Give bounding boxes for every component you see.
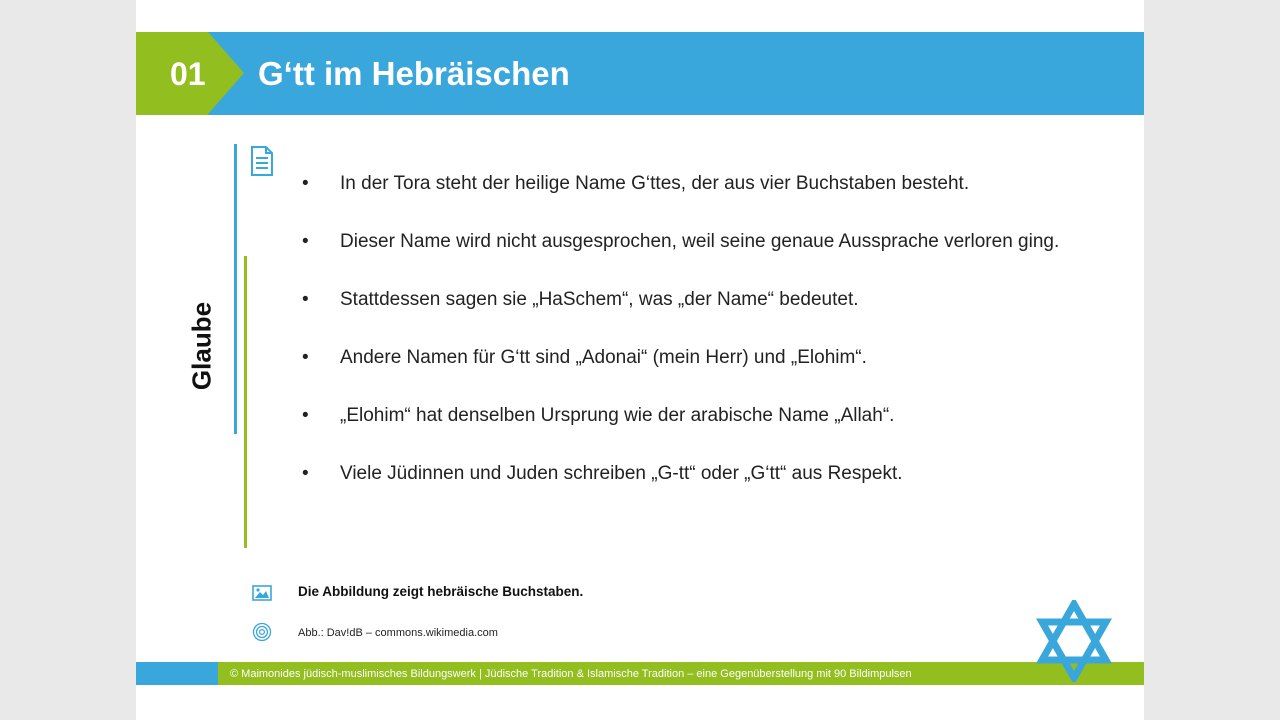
bullet-list bbox=[302, 168, 1092, 516]
bullet-dot: • bbox=[302, 405, 309, 426]
list-item bbox=[302, 284, 1092, 315]
document-icon bbox=[248, 145, 276, 177]
footer-bar-blue bbox=[136, 662, 218, 685]
image-source: Abb.: Dav!dB – commons.wikimedia.com bbox=[298, 627, 498, 639]
bullet-text: In der Tora steht der heilige Name G‘ttes, der aus vier Buchstaben besteht. bbox=[340, 173, 970, 194]
list-item bbox=[302, 400, 1092, 431]
bullet-text: Stattdessen sagen sie „HaSchem“, was „der Name“ bedeutet. bbox=[340, 289, 859, 310]
bullet-text: Andere Namen für G‘tt sind „Adonai“ (mein Herr) und „Elohim“. bbox=[340, 347, 867, 368]
header-arrow bbox=[208, 32, 244, 114]
bullet-text: Dieser Name wird nicht ausgesprochen, weil seine genaue Aussprache verloren ging. bbox=[340, 231, 1060, 252]
page-title: G‘tt im Hebräischen bbox=[258, 55, 570, 92]
chapter-number: 01 bbox=[170, 56, 206, 92]
list-item bbox=[302, 342, 1092, 373]
image-icon bbox=[252, 585, 272, 601]
list-item bbox=[302, 168, 1092, 199]
bullet-dot: • bbox=[302, 231, 309, 252]
side-line-green bbox=[244, 256, 247, 548]
list-item bbox=[302, 458, 1092, 489]
footer-copyright: © Maimonides jüdisch-muslimisches Bildungswerk | Jüdische Tradition & Islamische Tradition – eine Gegenüberstellung mit 90 Bildimpulsen bbox=[230, 668, 912, 680]
bullet-dot: • bbox=[302, 347, 309, 368]
star-of-david-icon bbox=[1036, 600, 1112, 682]
bullet-text: Viele Jüdinnen und Juden schreiben „G-tt“ oder „G‘tt“ aus Respekt. bbox=[340, 463, 903, 484]
source-icon bbox=[252, 622, 272, 642]
bullet-dot: • bbox=[302, 173, 309, 194]
bullet-dot: • bbox=[302, 289, 309, 310]
section-label-text: Glaube bbox=[186, 301, 217, 391]
bullet-text: „Elohim“ hat denselben Ursprung wie der arabische Name „Allah“. bbox=[340, 405, 895, 426]
list-item bbox=[302, 226, 1092, 257]
bullet-dot: • bbox=[302, 463, 309, 484]
side-line-blue bbox=[234, 144, 237, 434]
image-caption: Die Abbildung zeigt hebräische Buchstaben. bbox=[298, 584, 584, 599]
slide bbox=[136, 0, 1144, 720]
